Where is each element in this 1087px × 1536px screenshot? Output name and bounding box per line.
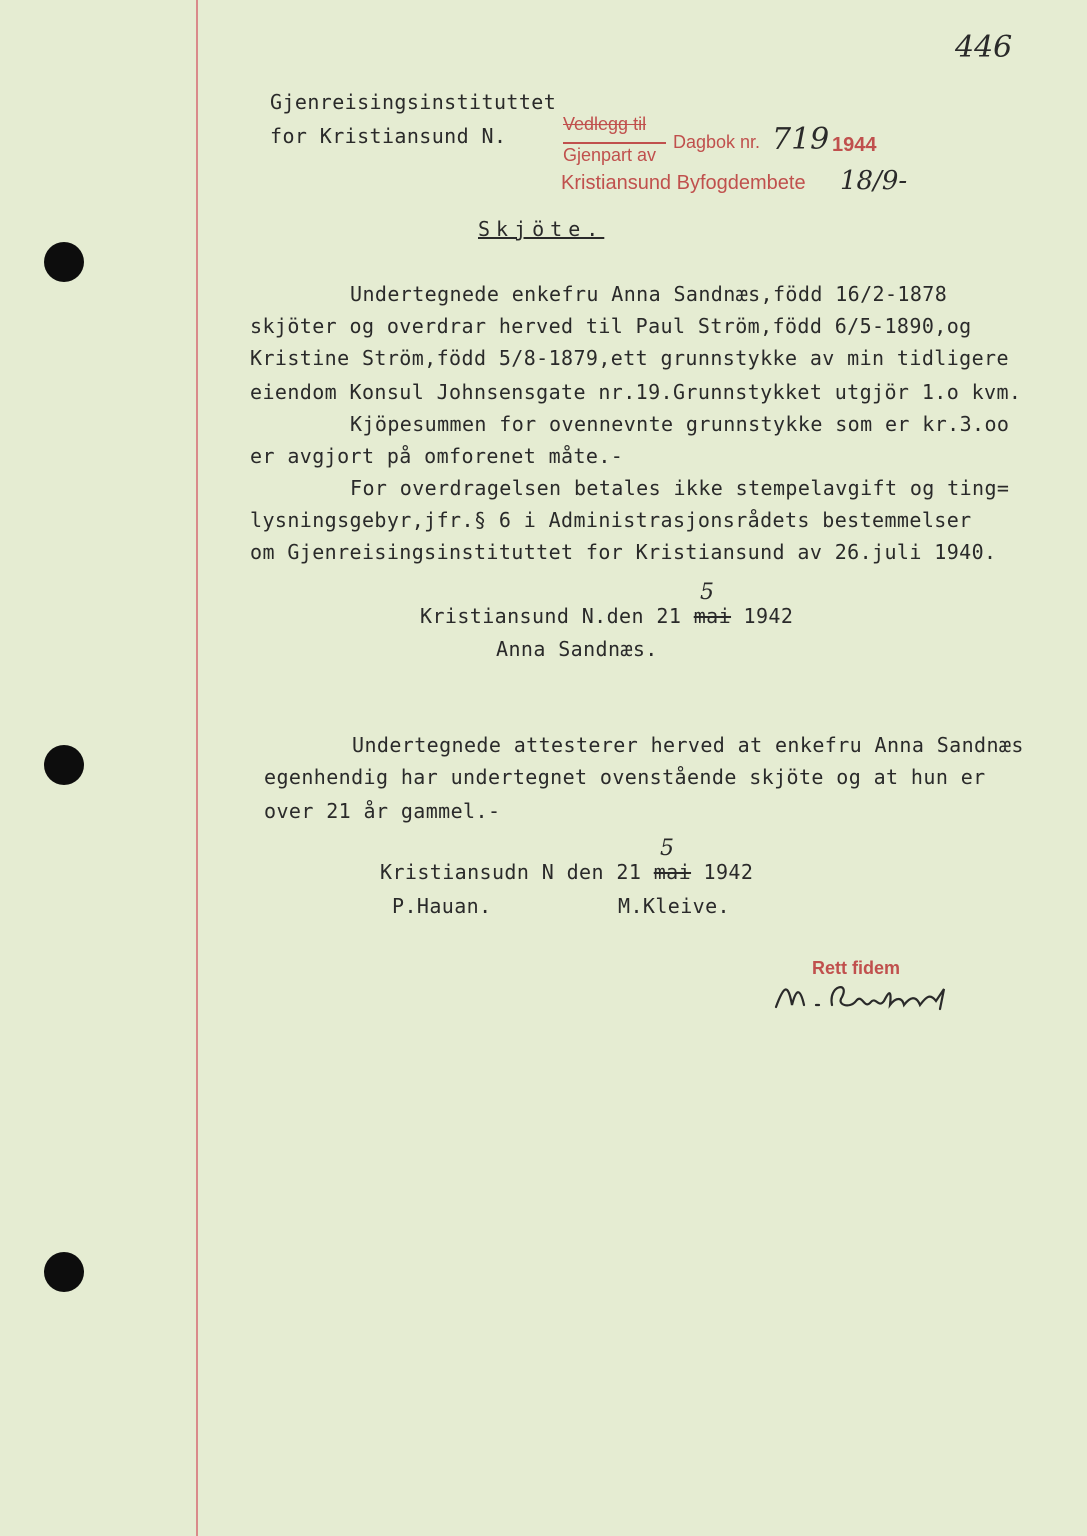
document-title: Skjöte. (478, 217, 605, 241)
page-number: 446 (955, 30, 1013, 65)
month-handwritten: 5 (700, 580, 714, 605)
punch-hole-top (44, 242, 84, 282)
body-line: eiendom Konsul Johnsensgate nr.19.Grunnstykket utgjör 1.o kvm. (250, 380, 1022, 404)
body-line: Kjöpesummen for ovennevnte grunnstykke som er kr.3.oo (350, 412, 1010, 436)
punch-hole-bottom (44, 1252, 84, 1292)
stamp-year: 1944 (832, 134, 877, 156)
punch-hole-middle (44, 745, 84, 785)
witness-place-text: Kristiansudn N den 21 (380, 860, 642, 884)
witness-year: 1942 (703, 860, 754, 884)
signing-place-date (420, 604, 793, 628)
attest-line: egenhendig har undertegnet ovenstående skjöte og at hun er (264, 765, 986, 789)
body-line: Undertegnede enkefru Anna Sandnæs,född 16/2-1878 (350, 282, 948, 306)
signatory-name: Anna Sandnæs. (496, 637, 658, 661)
stamp-date: 18/9- (840, 166, 908, 196)
witness-name-2: M.Kleive. (618, 894, 730, 918)
witness-name-1: P.Hauan. (392, 894, 492, 918)
month-struck: mai (653, 860, 692, 884)
body-line: er avgjort på omforenet måte.- (250, 444, 624, 468)
stamp-gjenpart: Gjenpart av (563, 145, 657, 165)
certification-stamp: Rett fidem (812, 958, 901, 978)
body-line: skjöter og overdrar herved til Paul Ström,född 6/5-1890,og (250, 314, 972, 338)
body-line: Kristine Ström,född 5/8-1879,ett grunnstykke av min tidligere (250, 346, 1009, 370)
body-line: om Gjenreisingsinstituttet for Kristiansund av 26.juli 1940. (250, 540, 997, 564)
attest-line: Undertegnede attesterer herved at enkefru Anna Sandnæs (352, 733, 1024, 757)
witness-place-date (380, 860, 753, 884)
signing-place-text: Kristiansund N.den 21 (420, 604, 682, 628)
stamp-rule (563, 142, 666, 144)
margin-line (196, 0, 198, 1536)
stamp-vedlegg: Vedlegg til (563, 114, 647, 134)
header-location: for Kristiansund N. (270, 124, 507, 148)
stamp-dagbok-number: 719 (772, 122, 830, 157)
certification-signature (770, 975, 960, 1020)
stamp-dagbok-label: Dagbok nr. (673, 132, 761, 152)
stamp-office: Kristiansund Byfogdembete (561, 172, 806, 194)
header-institution: Gjenreisingsinstituttet (270, 90, 557, 114)
month-handwritten: 5 (660, 836, 674, 861)
attest-line: over 21 år gammel.- (264, 799, 501, 823)
body-line: lysningsgebyr,jfr.§ 6 i Administrasjonsrådets bestemmelser (250, 508, 972, 532)
signing-year: 1942 (743, 604, 794, 628)
body-line: For overdragelsen betales ikke stempelavgift og ting= (350, 476, 1010, 500)
month-struck: mai (693, 604, 732, 628)
